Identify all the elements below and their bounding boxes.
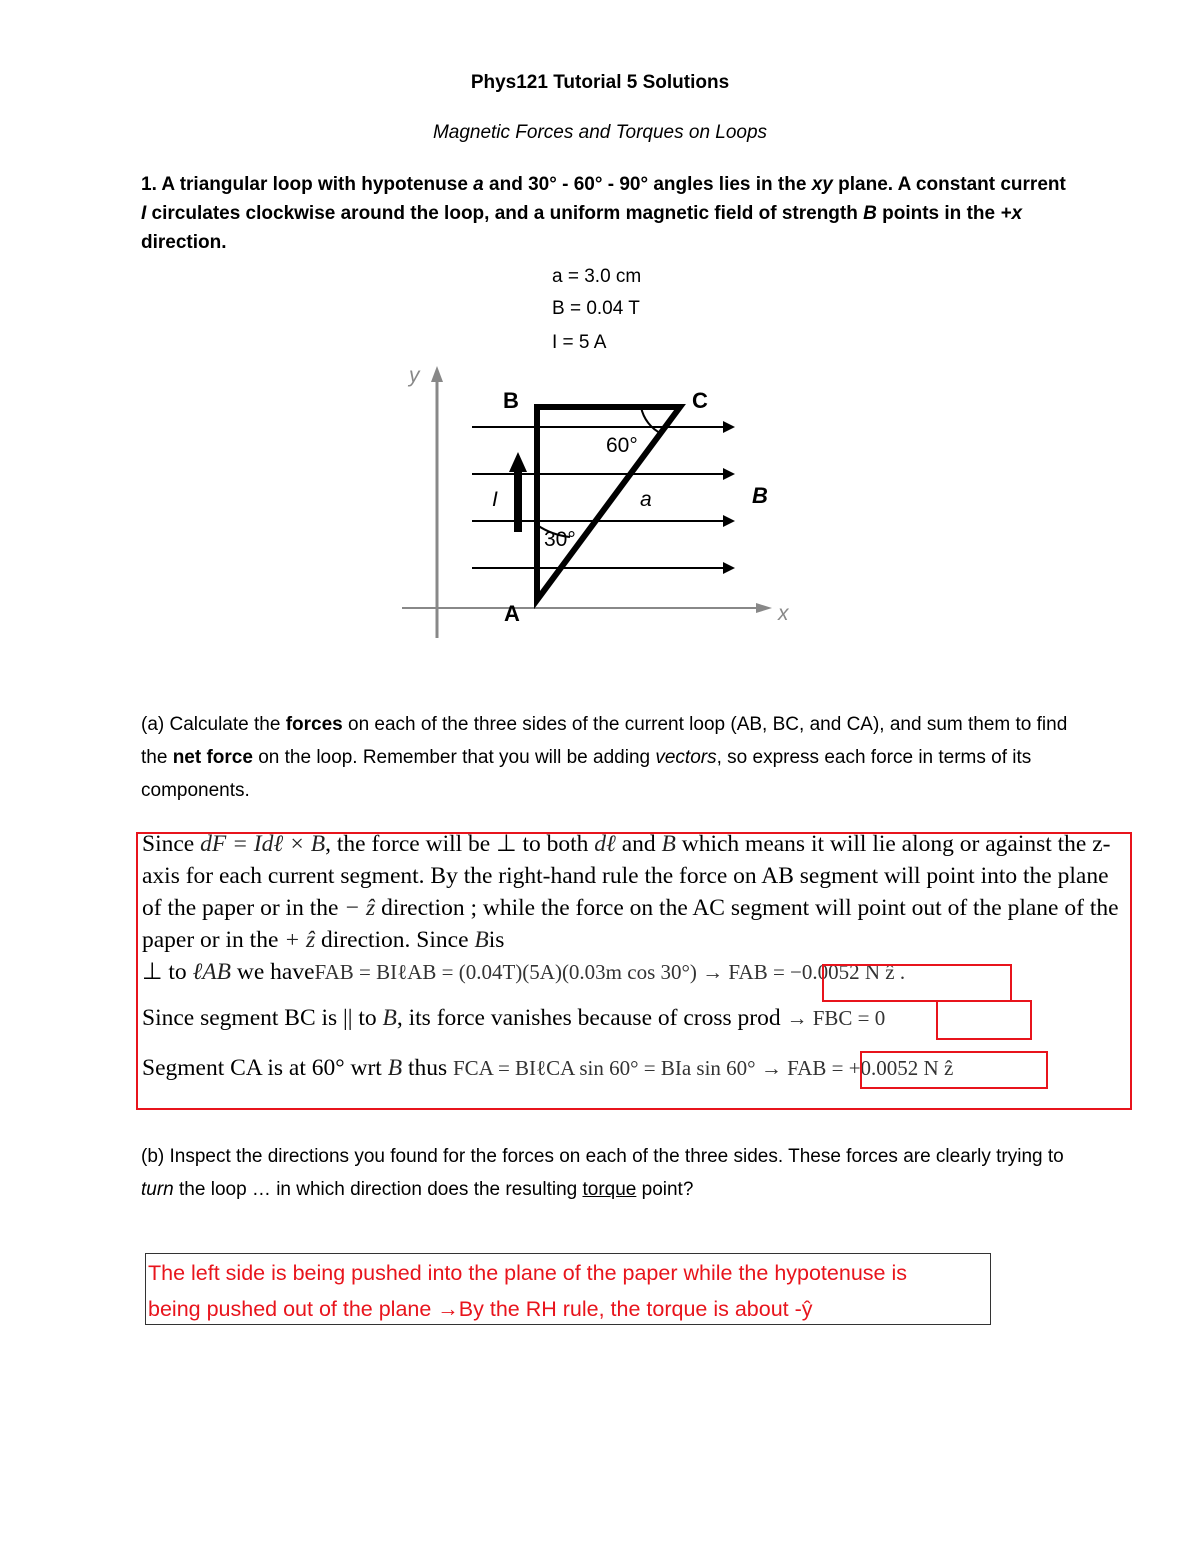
solution-a-paragraph: Since dF = Idℓ × B, the force will be ⊥ to both dℓ and B which means it will lie along or against the z-axis for each current segment. By the right-hand rule the force on AB segment will point into the plane of the paper or in the − ẑ direction ; while the force on the AC segment will point out of the plane of the paper or in the + ẑ direction. Since Bis [142, 831, 1119, 953]
vertex-c-label: C [692, 388, 708, 413]
fbc-answer-highlight [936, 1000, 1032, 1040]
part-a-question: (a) Calculate the forces on each of the three sides of the current loop (AB, BC, and CA), and sum them to find the net force on the loop. Remember that you will be adding vectors, so express each force in terms of its components. [141, 714, 1068, 801]
fab-answer-highlight [822, 964, 1012, 1002]
y-axis-label: y [409, 364, 420, 387]
field-label: B [752, 483, 768, 508]
x-axis-label: x [778, 602, 789, 625]
page-title: Phys121 Tutorial 5 Solutions [470, 72, 730, 93]
fca-answer-highlight [860, 1051, 1048, 1089]
given-a: a = 3.0 cm [552, 266, 642, 287]
hypotenuse-label: a [640, 488, 652, 511]
angle-30-label: 30° [544, 528, 576, 551]
angle-arc-60 [641, 407, 662, 434]
x-axis [402, 603, 772, 613]
given-B: B = 0.04 T [552, 298, 640, 319]
answer-b-line-1: The left side is being pushed into the plane of the paper while the hypotenuse is [148, 1261, 907, 1285]
triangle-loop-diagram [0, 0, 1200, 700]
part-b-question: (b) Inspect the directions you found for the forces on each of the three sides. These forces are clearly trying to turn the loop … in which direction does the resulting torque point? [141, 1146, 1064, 1200]
magnetic-field-lines [472, 427, 733, 568]
page-subtitle: Magnetic Forces and Torques on Loops [432, 122, 768, 143]
answer-b-line-2: being pushed out of the plane →By the RH rule, the torque is about -ŷ [148, 1297, 813, 1321]
solution-a-fab-line: ⊥ to ℓAB we haveFAB = BIℓAB = (0.04T)(5A)(0.03m cos 30°) → FAB = −0.0052 N ẑ . [142, 959, 906, 985]
solution-a-fca-line: Segment CA is at 60° wrt B thus FCA = BIℓCA sin 60° = BIa sin 60° → FAB = +0.0052 N ẑ [142, 1055, 954, 1081]
solution-a-fbc-line: Since segment BC is || to B, its force vanishes because of cross prod → FBC = 0 [142, 1005, 886, 1031]
answer-b-text [148, 1255, 993, 1327]
given-I: I = 5 A [552, 332, 607, 353]
solution-a-text [142, 828, 1132, 1084]
vertex-a-label: A [504, 601, 520, 626]
vertex-b-label: B [503, 388, 519, 413]
y-axis [431, 366, 443, 638]
question-1: 1. A triangular loop with hypotenuse a and 30° - 60° - 90° angles lies in the xy plane. A constant current I circulates clockwise around the loop, and a uniform magnetic field of strength B points in the +x direction. [141, 174, 1066, 253]
current-label: I [492, 488, 498, 511]
angle-60-label: 60° [606, 434, 638, 457]
